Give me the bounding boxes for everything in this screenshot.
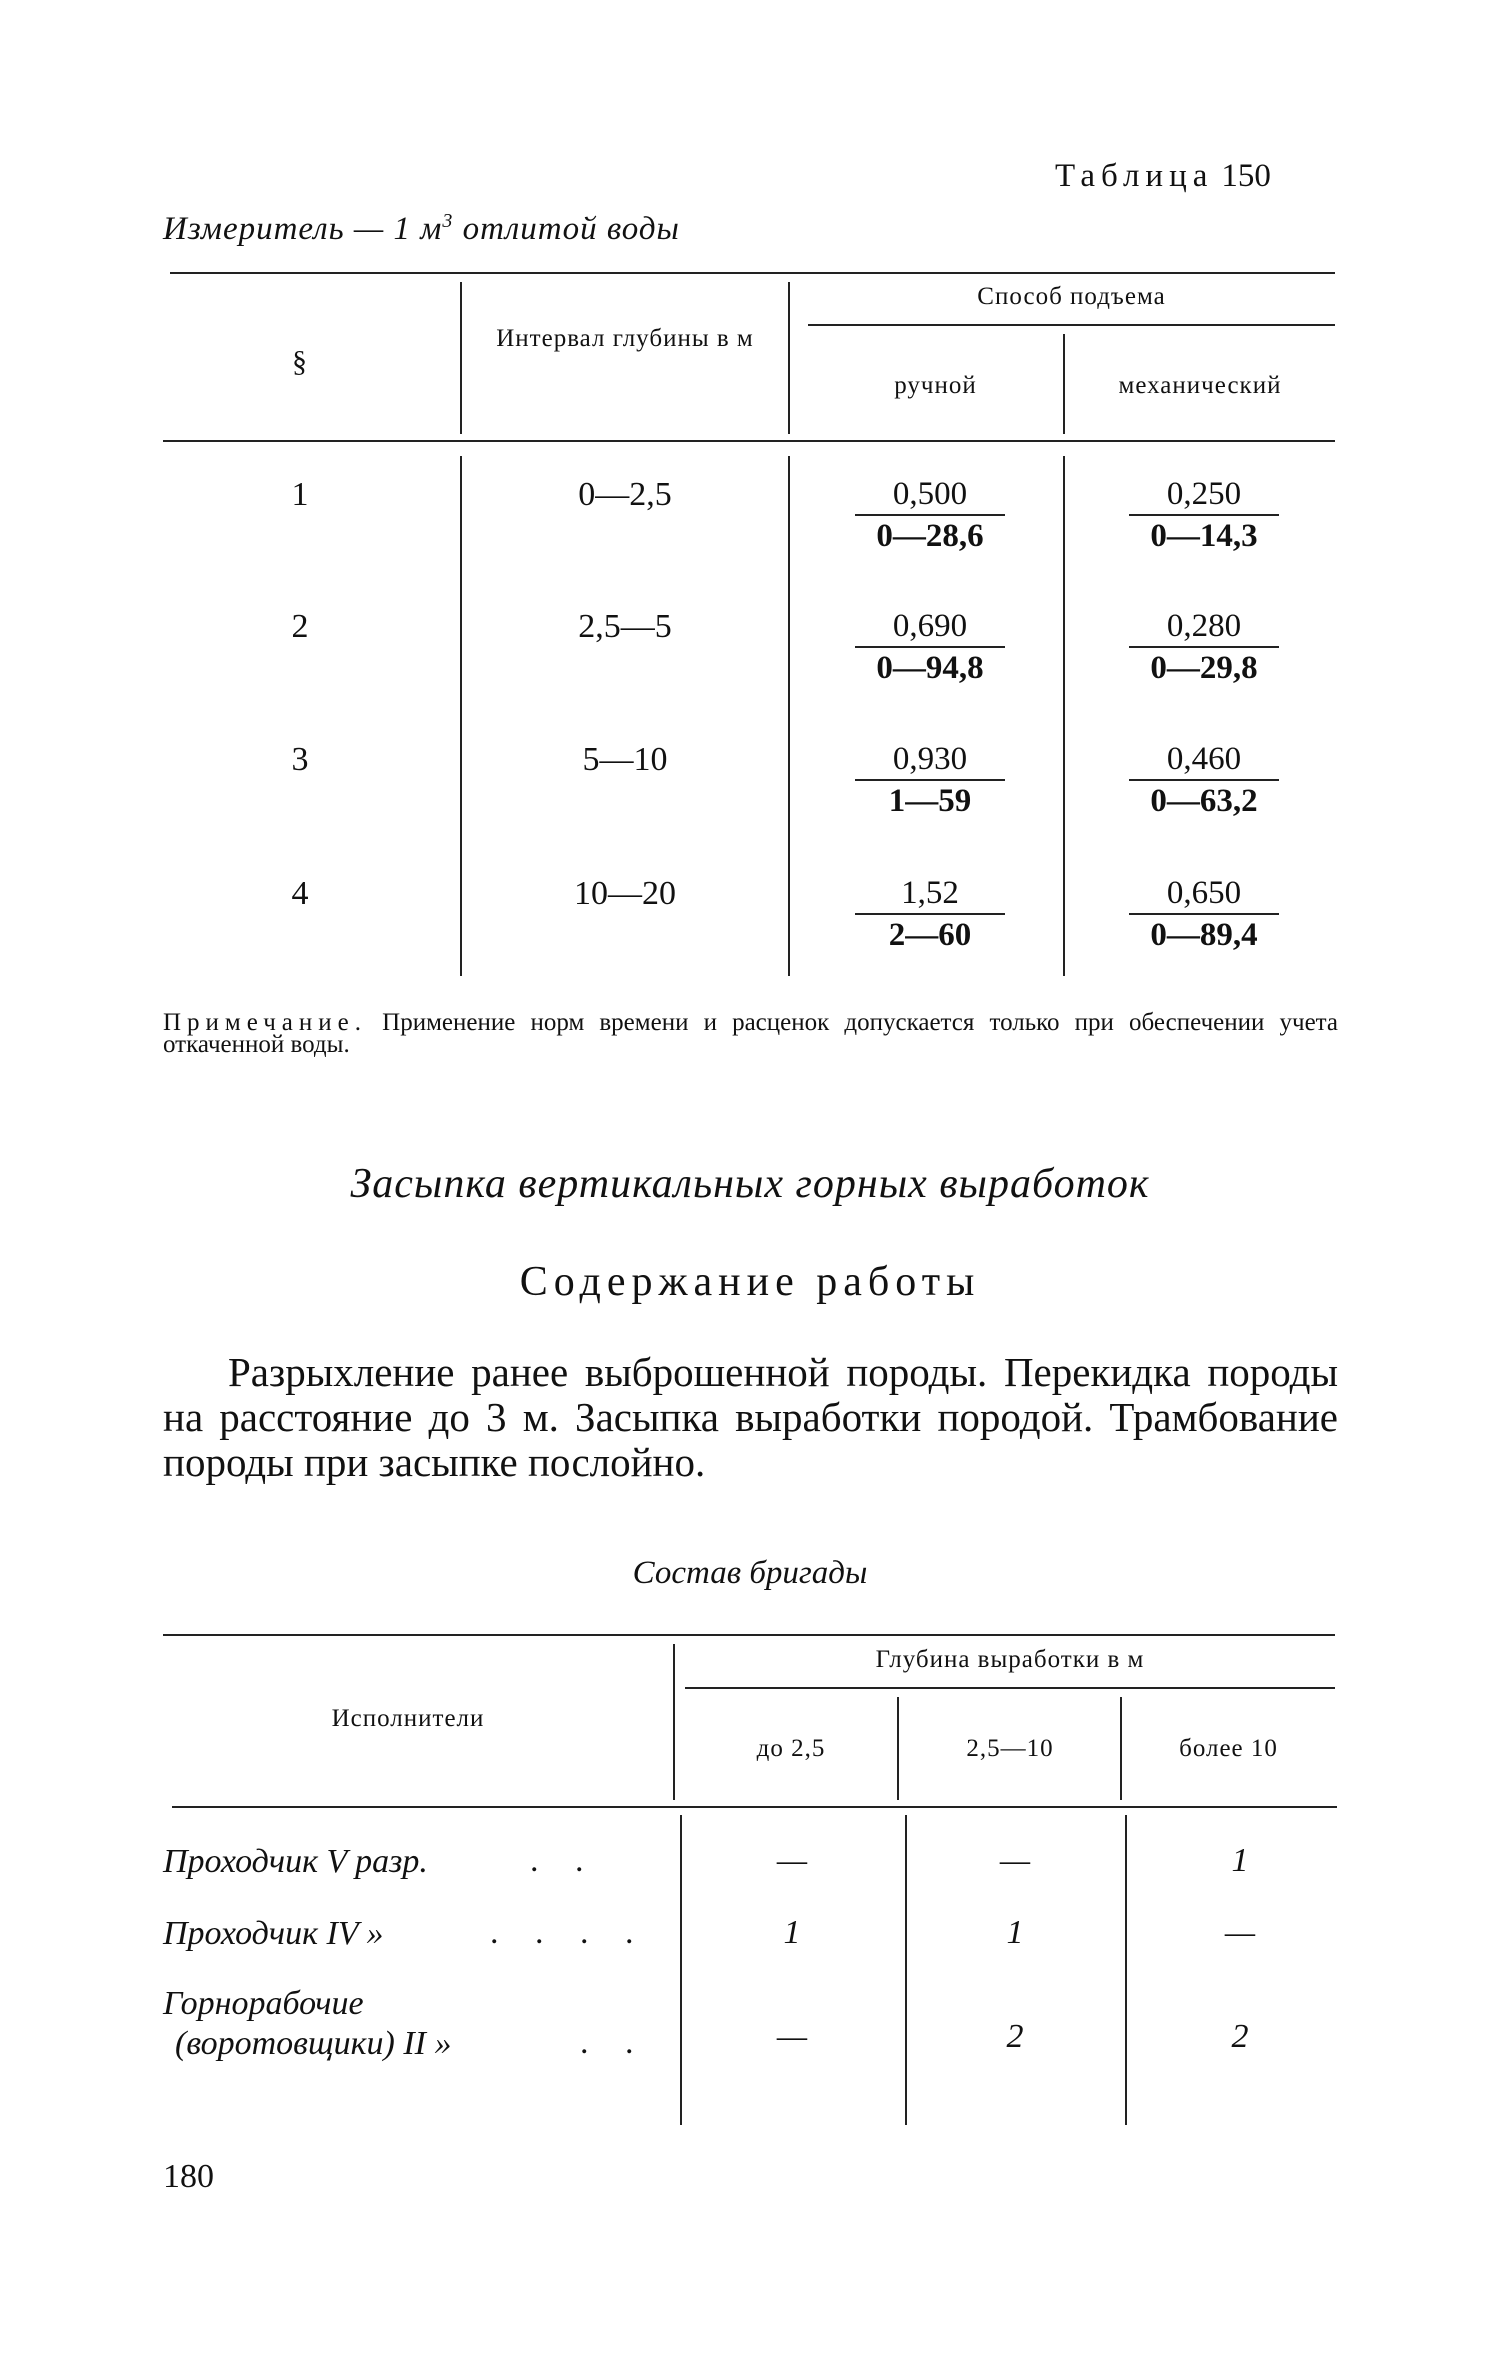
row-section: 4 <box>291 875 309 912</box>
mech-norm: 0,280 <box>1166 608 1242 644</box>
table-title <box>1055 158 1271 195</box>
note-lead: Примечание. <box>163 1009 368 1036</box>
table1-vsep <box>1063 456 1065 976</box>
measure-text: Измеритель — 1 м <box>163 211 443 247</box>
work-description: Разрыхление ранее выброшенной породы. Перекидка породы на расстояние до 3 м. Засыпка выработки породой. Трамбование породы при засыпке послойно. <box>163 1349 1338 1485</box>
col-depth-header: Глубина выработки в м <box>875 1646 1145 1673</box>
mech-value <box>1124 739 1284 821</box>
table-label: Таблица <box>1055 158 1214 194</box>
table2-vsep <box>1125 1815 1127 2125</box>
row-interval: 0—2,5 <box>578 476 672 513</box>
table2-header-rule <box>172 1806 1337 1808</box>
col-section-header: § <box>292 345 308 378</box>
table1-vsep <box>788 282 790 434</box>
row-section: 1 <box>291 476 309 513</box>
manual-norm: 0,690 <box>892 608 968 644</box>
table1-header-rule <box>163 440 1335 442</box>
col-method-header: Способ подъема <box>977 283 1166 310</box>
col-depth-1: до 2,5 <box>756 1735 826 1762</box>
row-section: 2 <box>291 608 309 645</box>
manual-norm: 0,500 <box>892 476 968 512</box>
depth-2-value: 1 <box>1006 1914 1024 1951</box>
worker-label: Горнорабочие <box>163 1985 364 2022</box>
measure-unit <box>163 210 680 248</box>
row-interval: 10—20 <box>574 875 676 912</box>
depth-1-value: — <box>776 1842 808 1879</box>
manual-value <box>850 739 1010 821</box>
row-section: 3 <box>291 741 309 778</box>
note-text: Применение норм времени и расценок допускается только при обеспечении учета откаченной воды. <box>163 1009 1338 1058</box>
manual-rate: 2—60 <box>888 917 972 953</box>
table1-vsep <box>460 456 462 976</box>
worker-label: Проходчик V разр. <box>163 1843 428 1880</box>
manual-value <box>850 606 1010 688</box>
manual-norm: 0,930 <box>892 741 968 777</box>
col-manual-header: ручной <box>894 372 977 399</box>
leader-dots: . . <box>580 2024 648 2061</box>
col-mechanical-header: механический <box>1118 372 1282 399</box>
depth-2-value: — <box>999 1842 1031 1879</box>
mech-rate: 0—14,3 <box>1150 518 1258 554</box>
manual-value <box>850 474 1010 556</box>
depth-1-value: — <box>776 2018 808 2055</box>
table1-method-rule <box>808 324 1335 326</box>
col-depth-2: 2,5—10 <box>966 1735 1054 1762</box>
subsection-title: Содержание работы <box>519 1259 981 1305</box>
depth-2-value: 2 <box>1006 2018 1024 2055</box>
worker-label: Проходчик IV » <box>163 1915 384 1952</box>
mech-value <box>1124 873 1284 955</box>
section-title: Засыпка вертикальных горных выработок <box>350 1161 1150 1207</box>
leader-dots: . . <box>530 1842 598 1879</box>
row-interval: 5—10 <box>582 741 668 778</box>
brigade-title: Состав бригады <box>632 1555 868 1591</box>
worker-label-cont: (воротовщики) II » <box>175 2025 452 2062</box>
mech-rate: 0—63,2 <box>1150 783 1258 819</box>
manual-rate: 0—28,6 <box>876 518 984 554</box>
manual-value <box>850 873 1010 955</box>
mech-norm: 0,250 <box>1166 476 1242 512</box>
table-note <box>163 1009 1338 1058</box>
table2-depth-rule <box>685 1687 1335 1689</box>
table2-vsep <box>897 1697 899 1800</box>
table1-vsep <box>460 282 462 434</box>
table1-vsep <box>788 456 790 976</box>
depth-3-value: 2 <box>1231 2018 1249 2055</box>
depth-3-value: 1 <box>1231 1842 1249 1879</box>
manual-norm: 1,52 <box>901 875 959 911</box>
mech-norm: 0,460 <box>1166 741 1242 777</box>
mech-rate: 0—89,4 <box>1150 917 1258 953</box>
col-interval-header: Интервал глубины в м <box>496 325 754 352</box>
table2-vsep <box>905 1815 907 2125</box>
row-interval: 2,5—5 <box>578 608 672 645</box>
manual-rate: 1—59 <box>888 783 972 819</box>
col-depth-3: более 10 <box>1179 1735 1278 1762</box>
mech-value <box>1124 474 1284 556</box>
depth-3-value: — <box>1224 1914 1256 1951</box>
leader-dots: . . . . <box>490 1914 648 1951</box>
manual-rate: 0—94,8 <box>876 650 984 686</box>
table2-vsep <box>680 1815 682 2125</box>
col-workers-header: Исполнители <box>331 1705 485 1732</box>
table1-top-rule <box>170 272 1335 274</box>
depth-1-value: 1 <box>783 1914 801 1951</box>
mech-norm: 0,650 <box>1166 875 1242 911</box>
measure-sup: 3 <box>442 210 454 232</box>
mech-value <box>1124 606 1284 688</box>
table-number: 150 <box>1221 158 1271 194</box>
table2-vsep <box>673 1644 675 1800</box>
table2-top-rule <box>163 1634 1335 1636</box>
mech-rate: 0—29,8 <box>1150 650 1258 686</box>
page-number: 180 <box>163 2158 214 2195</box>
measure-tail: отлитой воды <box>453 211 680 247</box>
